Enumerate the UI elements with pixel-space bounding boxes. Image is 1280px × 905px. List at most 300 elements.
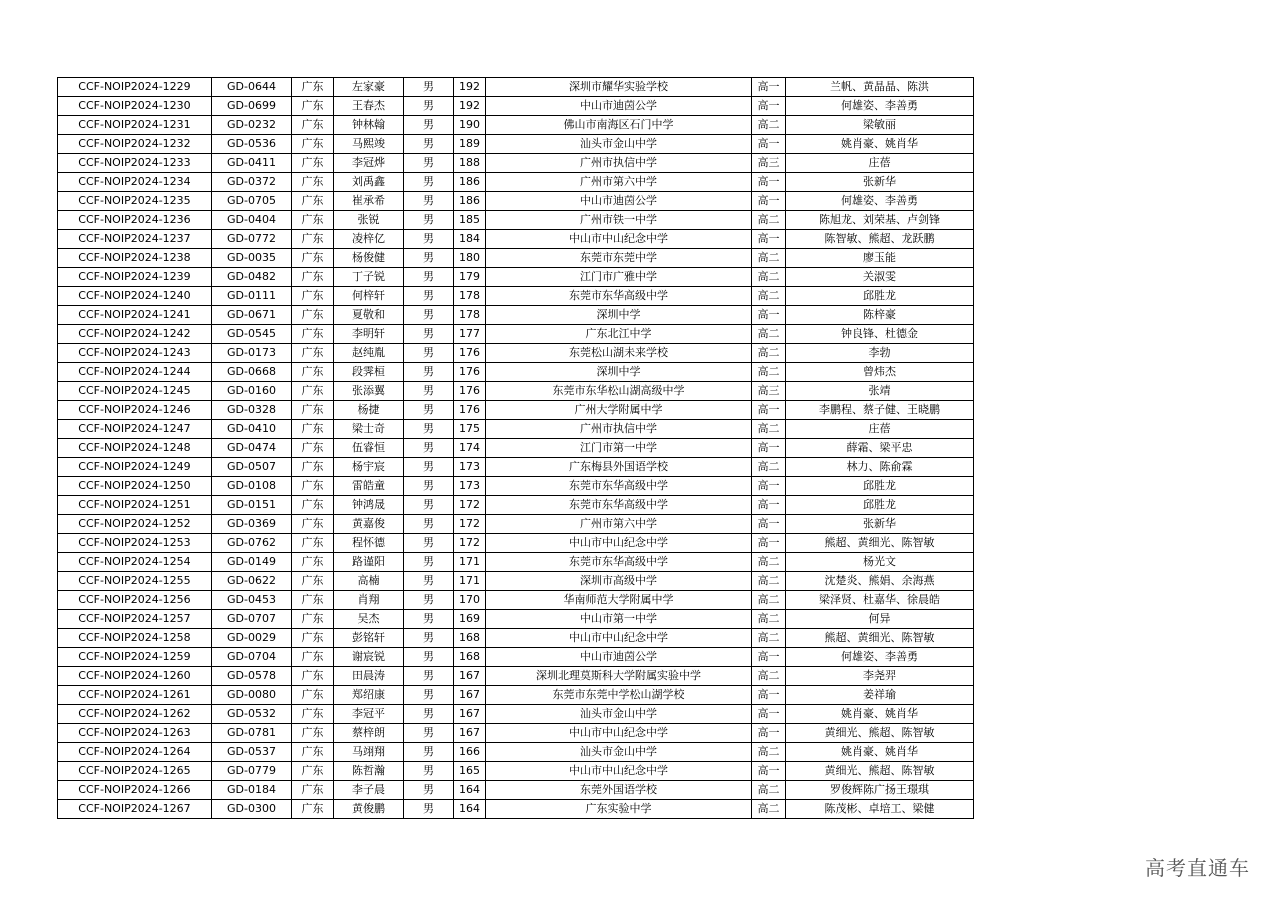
- school-cell: 中山市中山纪念中学: [486, 230, 752, 249]
- candidate-id-cell: GD-0474: [212, 439, 292, 458]
- table-row: [58, 154, 974, 173]
- contest-id-cell: CCF-NOIP2024-1258: [58, 629, 212, 648]
- school-cell: 广东实验中学: [486, 800, 752, 819]
- name-cell: 郑绍康: [334, 686, 404, 705]
- score-cell: 192: [454, 78, 486, 97]
- grade-cell: 高一: [752, 401, 786, 420]
- grade-cell: 高二: [752, 420, 786, 439]
- name-cell: 钟鸿晟: [334, 496, 404, 515]
- coach-cell: 陈智敏、熊超、龙跃鹏: [786, 230, 974, 249]
- name-cell: 彭铭轩: [334, 629, 404, 648]
- grade-cell: 高一: [752, 97, 786, 116]
- candidate-id-cell: GD-0532: [212, 705, 292, 724]
- grade-cell: 高一: [752, 515, 786, 534]
- province-cell: 广东: [292, 363, 334, 382]
- table-row: [58, 211, 974, 230]
- table-row: [58, 591, 974, 610]
- gender-cell: 男: [404, 553, 454, 572]
- table-row: [58, 686, 974, 705]
- grade-cell: 高二: [752, 325, 786, 344]
- grade-cell: 高二: [752, 572, 786, 591]
- gender-cell: 男: [404, 382, 454, 401]
- grade-cell: 高一: [752, 686, 786, 705]
- score-cell: 176: [454, 401, 486, 420]
- gender-cell: 男: [404, 705, 454, 724]
- grade-cell: 高一: [752, 724, 786, 743]
- contest-id-cell: CCF-NOIP2024-1260: [58, 667, 212, 686]
- province-cell: 广东: [292, 648, 334, 667]
- province-cell: 广东: [292, 325, 334, 344]
- province-cell: 广东: [292, 686, 334, 705]
- coach-cell: 张新华: [786, 173, 974, 192]
- candidate-id-cell: GD-0507: [212, 458, 292, 477]
- gender-cell: 男: [404, 325, 454, 344]
- coach-cell: 黄细光、熊超、陈智敏: [786, 762, 974, 781]
- contest-id-cell: CCF-NOIP2024-1256: [58, 591, 212, 610]
- contest-id-cell: CCF-NOIP2024-1264: [58, 743, 212, 762]
- coach-cell: 沈楚炎、熊娟、余海燕: [786, 572, 974, 591]
- contest-id-cell: CCF-NOIP2024-1246: [58, 401, 212, 420]
- name-cell: 蔡梓朗: [334, 724, 404, 743]
- school-cell: 深圳中学: [486, 306, 752, 325]
- score-cell: 167: [454, 686, 486, 705]
- grade-cell: 高二: [752, 743, 786, 762]
- score-cell: 176: [454, 363, 486, 382]
- school-cell: 广东梅县外国语学校: [486, 458, 752, 477]
- table-row: [58, 192, 974, 211]
- table-row: [58, 173, 974, 192]
- school-cell: 东莞市东华高级中学: [486, 287, 752, 306]
- candidate-id-cell: GD-0035: [212, 249, 292, 268]
- gender-cell: 男: [404, 116, 454, 135]
- coach-cell: 何异: [786, 610, 974, 629]
- score-cell: 174: [454, 439, 486, 458]
- contest-id-cell: CCF-NOIP2024-1229: [58, 78, 212, 97]
- grade-cell: 高二: [752, 344, 786, 363]
- school-cell: 深圳中学: [486, 363, 752, 382]
- score-cell: 164: [454, 781, 486, 800]
- table-row: [58, 363, 974, 382]
- gender-cell: 男: [404, 287, 454, 306]
- contest-id-cell: CCF-NOIP2024-1235: [58, 192, 212, 211]
- name-cell: 李冠烨: [334, 154, 404, 173]
- coach-cell: 罗俊辉陈广扬王璟琪: [786, 781, 974, 800]
- province-cell: 广东: [292, 610, 334, 629]
- gender-cell: 男: [404, 363, 454, 382]
- name-cell: 路谨阳: [334, 553, 404, 572]
- coach-cell: 姚肖豪、姚肖华: [786, 743, 974, 762]
- candidate-id-cell: GD-0699: [212, 97, 292, 116]
- contest-id-cell: CCF-NOIP2024-1262: [58, 705, 212, 724]
- candidate-id-cell: GD-0453: [212, 591, 292, 610]
- name-cell: 丁子锐: [334, 268, 404, 287]
- candidate-id-cell: GD-0173: [212, 344, 292, 363]
- name-cell: 赵纯胤: [334, 344, 404, 363]
- contest-id-cell: CCF-NOIP2024-1251: [58, 496, 212, 515]
- table-row: [58, 230, 974, 249]
- candidate-id-cell: GD-0762: [212, 534, 292, 553]
- candidate-id-cell: GD-0482: [212, 268, 292, 287]
- score-cell: 165: [454, 762, 486, 781]
- candidate-id-cell: GD-0671: [212, 306, 292, 325]
- name-cell: 高楠: [334, 572, 404, 591]
- school-cell: 江门市第一中学: [486, 439, 752, 458]
- coach-cell: 陈旭龙、刘荣基、卢剑锋: [786, 211, 974, 230]
- province-cell: 广东: [292, 762, 334, 781]
- school-cell: 广州市铁一中学: [486, 211, 752, 230]
- school-cell: 汕头市金山中学: [486, 743, 752, 762]
- name-cell: 夏敬和: [334, 306, 404, 325]
- name-cell: 左家豪: [334, 78, 404, 97]
- score-cell: 168: [454, 648, 486, 667]
- coach-cell: 邱胜龙: [786, 287, 974, 306]
- school-cell: 广州市执信中学: [486, 154, 752, 173]
- candidate-id-cell: GD-0369: [212, 515, 292, 534]
- score-cell: 186: [454, 173, 486, 192]
- name-cell: 雷皓童: [334, 477, 404, 496]
- school-cell: 中山市中山纪念中学: [486, 724, 752, 743]
- province-cell: 广东: [292, 230, 334, 249]
- name-cell: 马熙竣: [334, 135, 404, 154]
- gender-cell: 男: [404, 173, 454, 192]
- name-cell: 杨捷: [334, 401, 404, 420]
- table-row: [58, 629, 974, 648]
- gender-cell: 男: [404, 192, 454, 211]
- grade-cell: 高一: [752, 762, 786, 781]
- table-row: [58, 268, 974, 287]
- school-cell: 东莞市东华松山湖高级中学: [486, 382, 752, 401]
- score-cell: 192: [454, 97, 486, 116]
- school-cell: 中山市迪茵公学: [486, 192, 752, 211]
- name-cell: 钟林翰: [334, 116, 404, 135]
- gender-cell: 男: [404, 648, 454, 667]
- coach-cell: 张靖: [786, 382, 974, 401]
- name-cell: 吴杰: [334, 610, 404, 629]
- school-cell: 东莞市东莞中学松山湖学校: [486, 686, 752, 705]
- grade-cell: 高二: [752, 249, 786, 268]
- gender-cell: 男: [404, 534, 454, 553]
- name-cell: 黄俊鹏: [334, 800, 404, 819]
- gender-cell: 男: [404, 211, 454, 230]
- coach-cell: 曾炜杰: [786, 363, 974, 382]
- name-cell: 李子晨: [334, 781, 404, 800]
- contest-id-cell: CCF-NOIP2024-1259: [58, 648, 212, 667]
- contest-id-cell: CCF-NOIP2024-1244: [58, 363, 212, 382]
- candidate-id-cell: GD-0779: [212, 762, 292, 781]
- score-cell: 176: [454, 344, 486, 363]
- school-cell: 广州市第六中学: [486, 515, 752, 534]
- contest-id-cell: CCF-NOIP2024-1241: [58, 306, 212, 325]
- score-cell: 180: [454, 249, 486, 268]
- province-cell: 广东: [292, 173, 334, 192]
- province-cell: 广东: [292, 78, 334, 97]
- gender-cell: 男: [404, 781, 454, 800]
- table-row: [58, 610, 974, 629]
- gender-cell: 男: [404, 667, 454, 686]
- table-row: [58, 800, 974, 819]
- table-row: [58, 572, 974, 591]
- coach-cell: 邱胜龙: [786, 496, 974, 515]
- gender-cell: 男: [404, 230, 454, 249]
- school-cell: 深圳市耀华实验学校: [486, 78, 752, 97]
- table-row: [58, 344, 974, 363]
- school-cell: 中山市第一中学: [486, 610, 752, 629]
- table-row: [58, 496, 974, 515]
- candidate-id-cell: GD-0404: [212, 211, 292, 230]
- contest-id-cell: CCF-NOIP2024-1236: [58, 211, 212, 230]
- score-cell: 171: [454, 572, 486, 591]
- grade-cell: 高二: [752, 268, 786, 287]
- grade-cell: 高二: [752, 629, 786, 648]
- contest-id-cell: CCF-NOIP2024-1237: [58, 230, 212, 249]
- table-row: [58, 781, 974, 800]
- grade-cell: 高一: [752, 534, 786, 553]
- contest-id-cell: CCF-NOIP2024-1253: [58, 534, 212, 553]
- table-row: [58, 515, 974, 534]
- province-cell: 广东: [292, 667, 334, 686]
- candidate-id-cell: GD-0536: [212, 135, 292, 154]
- candidate-id-cell: GD-0151: [212, 496, 292, 515]
- province-cell: 广东: [292, 116, 334, 135]
- contest-id-cell: CCF-NOIP2024-1249: [58, 458, 212, 477]
- table-row: [58, 135, 974, 154]
- province-cell: 广东: [292, 135, 334, 154]
- contest-id-cell: CCF-NOIP2024-1250: [58, 477, 212, 496]
- province-cell: 广东: [292, 591, 334, 610]
- contest-id-cell: CCF-NOIP2024-1266: [58, 781, 212, 800]
- table-row: [58, 325, 974, 344]
- school-cell: 中山市迪茵公学: [486, 648, 752, 667]
- province-cell: 广东: [292, 534, 334, 553]
- grade-cell: 高三: [752, 154, 786, 173]
- name-cell: 陈哲瀚: [334, 762, 404, 781]
- province-cell: 广东: [292, 211, 334, 230]
- grade-cell: 高二: [752, 553, 786, 572]
- name-cell: 肖翔: [334, 591, 404, 610]
- grade-cell: 高一: [752, 477, 786, 496]
- score-cell: 172: [454, 515, 486, 534]
- coach-cell: 薛霜、梁平忠: [786, 439, 974, 458]
- gender-cell: 男: [404, 420, 454, 439]
- score-cell: 185: [454, 211, 486, 230]
- contest-id-cell: CCF-NOIP2024-1238: [58, 249, 212, 268]
- candidate-id-cell: GD-0160: [212, 382, 292, 401]
- contest-id-cell: CCF-NOIP2024-1257: [58, 610, 212, 629]
- gender-cell: 男: [404, 78, 454, 97]
- score-cell: 178: [454, 306, 486, 325]
- candidate-id-cell: GD-0772: [212, 230, 292, 249]
- candidate-id-cell: GD-0300: [212, 800, 292, 819]
- score-cell: 184: [454, 230, 486, 249]
- contest-id-cell: CCF-NOIP2024-1234: [58, 173, 212, 192]
- grade-cell: 高一: [752, 230, 786, 249]
- table-row: [58, 306, 974, 325]
- name-cell: 杨宇宸: [334, 458, 404, 477]
- table-row: [58, 249, 974, 268]
- score-cell: 171: [454, 553, 486, 572]
- province-cell: 广东: [292, 192, 334, 211]
- table-row: [58, 287, 974, 306]
- school-cell: 东莞松山湖未来学校: [486, 344, 752, 363]
- contest-id-cell: CCF-NOIP2024-1245: [58, 382, 212, 401]
- contest-id-cell: CCF-NOIP2024-1247: [58, 420, 212, 439]
- score-cell: 167: [454, 667, 486, 686]
- school-cell: 东莞市东莞中学: [486, 249, 752, 268]
- gender-cell: 男: [404, 249, 454, 268]
- contest-id-cell: CCF-NOIP2024-1230: [58, 97, 212, 116]
- province-cell: 广东: [292, 781, 334, 800]
- grade-cell: 高一: [752, 705, 786, 724]
- grade-cell: 高二: [752, 800, 786, 819]
- contest-id-cell: CCF-NOIP2024-1233: [58, 154, 212, 173]
- province-cell: 广东: [292, 800, 334, 819]
- school-cell: 中山市中山纪念中学: [486, 534, 752, 553]
- province-cell: 广东: [292, 743, 334, 762]
- name-cell: 凌梓亿: [334, 230, 404, 249]
- school-cell: 中山市中山纪念中学: [486, 629, 752, 648]
- grade-cell: 高一: [752, 306, 786, 325]
- gender-cell: 男: [404, 686, 454, 705]
- candidate-id-cell: GD-0705: [212, 192, 292, 211]
- coach-cell: 林力、陈俞霖: [786, 458, 974, 477]
- gender-cell: 男: [404, 306, 454, 325]
- candidate-id-cell: GD-0328: [212, 401, 292, 420]
- score-cell: 172: [454, 496, 486, 515]
- contest-id-cell: CCF-NOIP2024-1254: [58, 553, 212, 572]
- grade-cell: 高一: [752, 192, 786, 211]
- grade-cell: 高二: [752, 667, 786, 686]
- gender-cell: 男: [404, 591, 454, 610]
- table-row: [58, 667, 974, 686]
- province-cell: 广东: [292, 477, 334, 496]
- grade-cell: 高一: [752, 173, 786, 192]
- gender-cell: 男: [404, 724, 454, 743]
- score-cell: 190: [454, 116, 486, 135]
- gender-cell: 男: [404, 800, 454, 819]
- candidate-id-cell: GD-0184: [212, 781, 292, 800]
- gender-cell: 男: [404, 135, 454, 154]
- coach-cell: 邱胜龙: [786, 477, 974, 496]
- name-cell: 伍睿恒: [334, 439, 404, 458]
- results-table: [57, 77, 974, 819]
- gender-cell: 男: [404, 154, 454, 173]
- name-cell: 程怀德: [334, 534, 404, 553]
- school-cell: 东莞市东华高级中学: [486, 553, 752, 572]
- coach-cell: 钟良锋、杜德金: [786, 325, 974, 344]
- province-cell: 广东: [292, 458, 334, 477]
- score-cell: 186: [454, 192, 486, 211]
- coach-cell: 黄细光、熊超、陈智敏: [786, 724, 974, 743]
- gender-cell: 男: [404, 762, 454, 781]
- score-cell: 172: [454, 534, 486, 553]
- contest-id-cell: CCF-NOIP2024-1267: [58, 800, 212, 819]
- province-cell: 广东: [292, 97, 334, 116]
- candidate-id-cell: GD-0080: [212, 686, 292, 705]
- table-row: [58, 648, 974, 667]
- contest-id-cell: CCF-NOIP2024-1255: [58, 572, 212, 591]
- coach-cell: 何雄姿、李善勇: [786, 648, 974, 667]
- table-row: [58, 553, 974, 572]
- province-cell: 广东: [292, 572, 334, 591]
- score-cell: 170: [454, 591, 486, 610]
- watermark-text: 高考直通车: [1145, 856, 1250, 880]
- school-cell: 深圳北理莫斯科大学附属实验中学: [486, 667, 752, 686]
- table-row: [58, 78, 974, 97]
- contest-id-cell: CCF-NOIP2024-1242: [58, 325, 212, 344]
- gender-cell: 男: [404, 477, 454, 496]
- table-row: [58, 762, 974, 781]
- score-cell: 173: [454, 458, 486, 477]
- province-cell: 广东: [292, 382, 334, 401]
- table-row: [58, 116, 974, 135]
- table-row: [58, 382, 974, 401]
- contest-id-cell: CCF-NOIP2024-1265: [58, 762, 212, 781]
- name-cell: 梁士奇: [334, 420, 404, 439]
- contest-id-cell: CCF-NOIP2024-1232: [58, 135, 212, 154]
- candidate-id-cell: GD-0111: [212, 287, 292, 306]
- contest-id-cell: CCF-NOIP2024-1248: [58, 439, 212, 458]
- grade-cell: 高二: [752, 211, 786, 230]
- province-cell: 广东: [292, 249, 334, 268]
- coach-cell: 庄蓓: [786, 154, 974, 173]
- candidate-id-cell: GD-0707: [212, 610, 292, 629]
- school-cell: 汕头市金山中学: [486, 705, 752, 724]
- gender-cell: 男: [404, 401, 454, 420]
- grade-cell: 高一: [752, 648, 786, 667]
- grade-cell: 高二: [752, 781, 786, 800]
- grade-cell: 高二: [752, 610, 786, 629]
- name-cell: 何梓轩: [334, 287, 404, 306]
- contest-id-cell: CCF-NOIP2024-1252: [58, 515, 212, 534]
- province-cell: 广东: [292, 553, 334, 572]
- score-cell: 177: [454, 325, 486, 344]
- coach-cell: 陈茂彬、卓培工、梁健: [786, 800, 974, 819]
- coach-cell: 梁敏丽: [786, 116, 974, 135]
- score-cell: 188: [454, 154, 486, 173]
- province-cell: 广东: [292, 629, 334, 648]
- coach-cell: 梁泽贤、杜嘉华、徐晨皓: [786, 591, 974, 610]
- table-row: [58, 458, 974, 477]
- province-cell: 广东: [292, 344, 334, 363]
- grade-cell: 高三: [752, 382, 786, 401]
- coach-cell: 李勃: [786, 344, 974, 363]
- coach-cell: 陈梓豪: [786, 306, 974, 325]
- coach-cell: 廖玉能: [786, 249, 974, 268]
- school-cell: 中山市中山纪念中学: [486, 762, 752, 781]
- name-cell: 李冠平: [334, 705, 404, 724]
- school-cell: 东莞市东华高级中学: [486, 477, 752, 496]
- gender-cell: 男: [404, 439, 454, 458]
- name-cell: 刘禹鑫: [334, 173, 404, 192]
- score-cell: 164: [454, 800, 486, 819]
- table-row: [58, 439, 974, 458]
- candidate-id-cell: GD-0149: [212, 553, 292, 572]
- candidate-id-cell: GD-0410: [212, 420, 292, 439]
- coach-cell: 兰帆、黄晶晶、陈洪: [786, 78, 974, 97]
- coach-cell: 熊超、黄细光、陈智敏: [786, 629, 974, 648]
- candidate-id-cell: GD-0781: [212, 724, 292, 743]
- contest-id-cell: CCF-NOIP2024-1240: [58, 287, 212, 306]
- grade-cell: 高一: [752, 496, 786, 515]
- score-cell: 176: [454, 382, 486, 401]
- grade-cell: 高一: [752, 135, 786, 154]
- school-cell: 广东北江中学: [486, 325, 752, 344]
- score-cell: 173: [454, 477, 486, 496]
- province-cell: 广东: [292, 268, 334, 287]
- name-cell: 黄嘉俊: [334, 515, 404, 534]
- table-row: [58, 705, 974, 724]
- score-cell: 169: [454, 610, 486, 629]
